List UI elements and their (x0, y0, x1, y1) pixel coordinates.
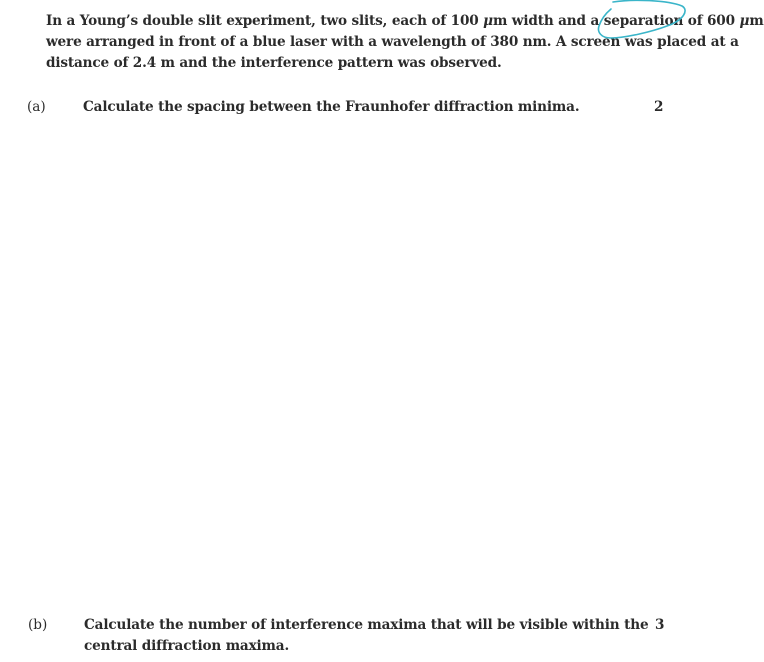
question-b-line-1: Calculate the number of interference maxima that will be visible within the (84, 617, 649, 633)
stem-line-3: distance of 2.4 m and the interference pattern was observed. (46, 55, 502, 71)
stem-line-1 (46, 11, 764, 32)
question-b-text (84, 615, 649, 657)
question-a-line-1: Calculate the spacing between the Fraunhofer diffraction minima. (83, 99, 580, 115)
question-a-label: (a) (27, 99, 46, 115)
question-a-text (83, 97, 623, 118)
stem-line-2: were arranged in front of a blue laser with a wavelength of 380 nm. A screen was placed at a (46, 34, 739, 50)
question-a-marks: 2 (654, 99, 664, 115)
mu-symbol: μ (739, 13, 750, 29)
question-stem (46, 11, 764, 74)
question-b-line-2: central diffraction maxima. (84, 638, 290, 654)
question-b-marks: 3 (655, 617, 665, 633)
mu-symbol: μ (483, 13, 493, 29)
stem-text-part: m (749, 13, 764, 29)
stem-text-part: In a Young’s double slit experiment, two slits, each of 100 (46, 13, 484, 29)
question-b-label: (b) (28, 617, 48, 633)
stem-text-part: m width and a separation of 600 (492, 13, 740, 29)
